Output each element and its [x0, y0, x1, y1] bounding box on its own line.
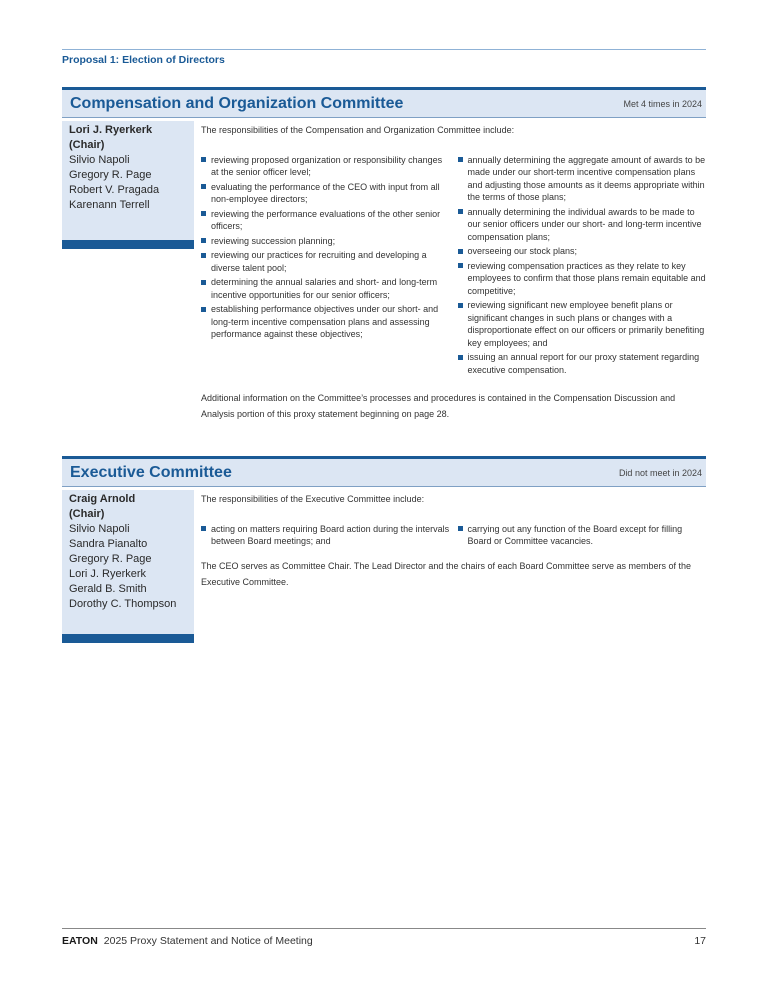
meeting-info: Did not meet in 2024 [618, 467, 702, 478]
member-name: Robert V. Pragada [69, 184, 160, 196]
members-accent-bar [62, 240, 194, 249]
chair-name: Lori J. Ryerkerk [69, 124, 153, 136]
members-accent-bar [62, 634, 194, 643]
bullet-square-icon [458, 303, 463, 308]
list-item: annually determining the aggregate amount of awards to be made under our short-term incentive compensation plans and adjusting those amounts as it deems appropriate within the terms of those plans; [458, 154, 707, 204]
right-column [456, 154, 707, 379]
list-item: evaluating the performance of the CEO with input from all non-employee directors; [201, 181, 450, 206]
list-item: acting on matters requiring Board action during the intervals between Board meetings; and [201, 523, 450, 548]
list-item: reviewing proposed organization or responsibility changes at the senior officer level; [201, 154, 450, 179]
meeting-info: Met 4 times in 2024 [623, 98, 702, 109]
member-name: Gregory R. Page [69, 169, 152, 181]
brand-logo: EATON [62, 935, 98, 947]
list-item: establishing performance objectives under our short- and long-term incentive compensation plans and assessing performance against these objectives; [201, 303, 450, 341]
closing-paragraph: Additional information on the Committee’s processes and procedures is contained in the Compensation Discussion and Analysis portion of this proxy statement beginning on page 28. [201, 393, 676, 419]
member-name: Silvio Napoli [69, 523, 130, 535]
member-name: Dorothy C. Thompson [69, 598, 177, 610]
members-panel [62, 121, 194, 249]
list-item: reviewing succession planning; [201, 235, 450, 248]
page-number: 17 [694, 935, 706, 947]
list-item: determining the annual salaries and short- and long-term incentive opportunities for our senior officers; [201, 276, 450, 301]
bullet-square-icon [458, 157, 463, 162]
top-rule [62, 49, 706, 50]
committee-content [201, 124, 706, 422]
chair-label: (Chair) [69, 508, 105, 520]
bullet-square-icon [458, 209, 463, 214]
member-name: Silvio Napoli [69, 154, 130, 166]
intro-text: The responsibilities of the Compensation and Organization Committee include: [201, 125, 515, 135]
bullet-square-icon [458, 526, 463, 531]
committee-content [201, 493, 706, 590]
bullet-square-icon [201, 238, 206, 243]
committee-header [62, 456, 706, 486]
committee-title: Executive Committee [70, 463, 232, 481]
list-item: reviewing compensation practices as they relate to key employees to confirm that those plans remain equitable and competitive; [458, 260, 707, 298]
bullet-square-icon [458, 263, 463, 268]
committee-title: Compensation and Organization Committee [70, 94, 404, 112]
bullet-square-icon [201, 280, 206, 285]
executive-committee-section [62, 456, 706, 646]
list-item: reviewing our practices for recruiting and developing a diverse talent pool; [201, 249, 450, 274]
list-item: issuing an annual report for our proxy statement regarding executive compensation. [458, 351, 707, 376]
document-title: 2025 Proxy Statement and Notice of Meeting [103, 935, 313, 947]
chair-label: (Chair) [69, 139, 105, 151]
member-name: Sandra Pianalto [69, 538, 148, 550]
list-item: overseeing our stock plans; [458, 245, 707, 258]
right-column [456, 523, 707, 550]
header-divider [62, 486, 706, 487]
list-item: carrying out any function of the Board except for filling Board or Committee vacancies. [458, 523, 707, 548]
bullet-square-icon [201, 253, 206, 258]
bullet-square-icon [458, 249, 463, 254]
bullet-square-icon [458, 355, 463, 360]
chair-name: Craig Arnold [69, 493, 136, 505]
compensation-committee-section [62, 87, 706, 442]
member-name: Gregory R. Page [69, 553, 152, 565]
list-item: annually determining the individual awards to be made to our senior officers under our short- and long-term incentive compensation plans; [458, 206, 707, 244]
bullet-square-icon [201, 307, 206, 312]
footer-rule [62, 928, 706, 929]
members-panel [62, 490, 194, 643]
closing-paragraph: The CEO serves as Committee Chair. The Lead Director and the chairs of each Board Committee serve as members of the Executive Committee. [201, 560, 692, 587]
member-name: Karenann Terrell [69, 199, 150, 211]
bullet-square-icon [201, 526, 206, 531]
bullet-square-icon [201, 157, 206, 162]
list-item: reviewing the performance evaluations of the other senior officers; [201, 208, 450, 233]
bullet-square-icon [201, 211, 206, 216]
member-name: Lori J. Ryerkerk [69, 568, 147, 580]
intro-text: The responsibilities of the Executive Committee include: [201, 494, 425, 504]
committee-header [62, 87, 706, 117]
member-name: Gerald B. Smith [69, 583, 147, 595]
section-label: Proposal 1: Election of Directors [62, 54, 225, 66]
page-footer [62, 935, 706, 947]
bullet-square-icon [201, 184, 206, 189]
list-item: reviewing significant new employee benefit plans or significant changes in such plans or changes with a disproportionate effect on our officers or primarily benefiting key employees; and [458, 299, 707, 349]
left-column [201, 523, 456, 550]
header-divider [62, 117, 706, 118]
left-column [201, 154, 456, 379]
